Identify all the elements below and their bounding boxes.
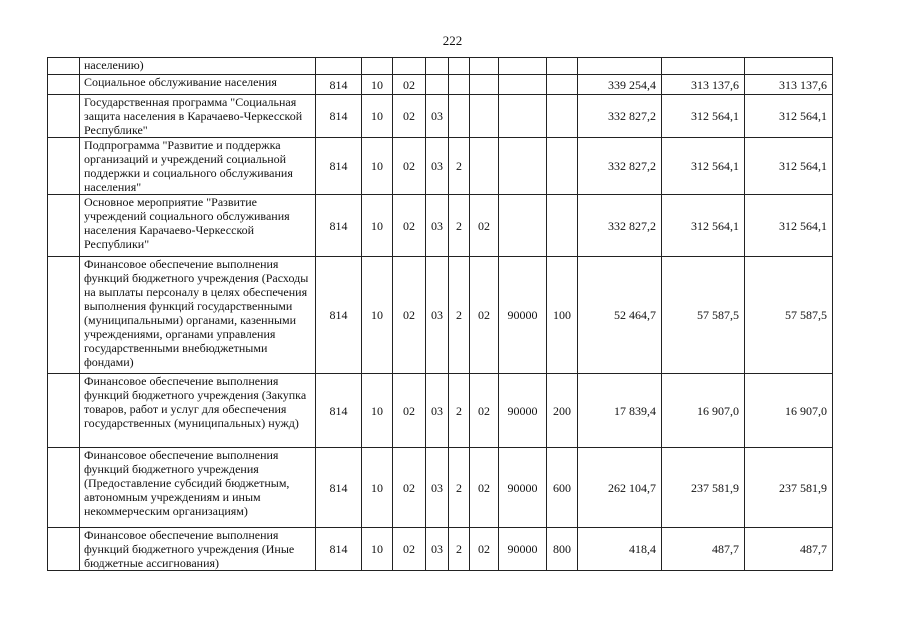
cell-program: 03 [426, 195, 449, 257]
table-row [48, 75, 833, 95]
cell-subsection: 02 [393, 257, 426, 374]
cell-name: Финансовое обеспечение выполнения функций бюджетного учреждения (Предоставление субсидий бюджетным, автономным учреждениям и иным некоммерческим организациям) [80, 448, 316, 528]
cell-expense-type [547, 95, 578, 138]
cell-index [48, 58, 80, 75]
cell-section: 10 [362, 528, 393, 571]
cell-direction [499, 195, 547, 257]
cell-name: Социальное обслуживание населения [80, 75, 316, 95]
cell-ministry [316, 58, 362, 75]
cell-subsection: 02 [393, 195, 426, 257]
cell-sum-2: 312 564,1 [662, 195, 745, 257]
cell-section [362, 58, 393, 75]
cell-name: Финансовое обеспечение выполнения функций бюджетного учреждения (Расходы на выплаты персоналу в целях обеспечения выполнения функций государственными (муниципальными) органами, казенными учреждениями, органами управления государственными внебюджетными фондами) [80, 257, 316, 374]
table-row [48, 195, 833, 257]
cell-ministry: 814 [316, 138, 362, 195]
cell-index [48, 528, 80, 571]
cell-subsection: 02 [393, 138, 426, 195]
table-row [48, 528, 833, 571]
cell-event: 02 [470, 257, 499, 374]
cell-sum-2 [662, 58, 745, 75]
cell-subsection: 02 [393, 448, 426, 528]
cell-sum-1: 418,4 [578, 528, 662, 571]
cell-ministry: 814 [316, 95, 362, 138]
table-row [48, 257, 833, 374]
cell-sum-1: 262 104,7 [578, 448, 662, 528]
cell-subprogram [449, 95, 470, 138]
cell-program [426, 75, 449, 95]
table-row [48, 95, 833, 138]
cell-name: Финансовое обеспечение выполнения функций бюджетного учреждения (Иные бюджетные ассигнования) [80, 528, 316, 571]
cell-sum-1: 332 827,2 [578, 195, 662, 257]
cell-subprogram: 2 [449, 195, 470, 257]
cell-sum-2: 313 137,6 [662, 75, 745, 95]
cell-sum-3: 313 137,6 [745, 75, 833, 95]
cell-index [48, 374, 80, 448]
cell-index [48, 75, 80, 95]
cell-index [48, 138, 80, 195]
cell-direction [499, 95, 547, 138]
cell-sum-3: 16 907,0 [745, 374, 833, 448]
cell-section: 10 [362, 374, 393, 448]
cell-subprogram: 2 [449, 374, 470, 448]
cell-index [48, 95, 80, 138]
cell-event [470, 138, 499, 195]
cell-direction [499, 58, 547, 75]
table-row [48, 138, 833, 195]
page-number: 222 [442, 33, 463, 48]
cell-event: 02 [470, 374, 499, 448]
cell-event: 02 [470, 528, 499, 571]
cell-program: 03 [426, 528, 449, 571]
cell-sum-2: 312 564,1 [662, 95, 745, 138]
cell-subsection: 02 [393, 528, 426, 571]
cell-sum-2: 237 581,9 [662, 448, 745, 528]
cell-subsection: 02 [393, 75, 426, 95]
table-row [48, 448, 833, 528]
cell-ministry: 814 [316, 448, 362, 528]
cell-direction: 90000 [499, 528, 547, 571]
cell-sum-1: 52 464,7 [578, 257, 662, 374]
cell-name: Подпрограмма "Развитие и поддержка организаций и учреждений социальной поддержки и социального обслуживания населения" [80, 138, 316, 195]
cell-event: 02 [470, 448, 499, 528]
cell-expense-type: 800 [547, 528, 578, 571]
cell-sum-2: 16 907,0 [662, 374, 745, 448]
cell-sum-1: 332 827,2 [578, 95, 662, 138]
cell-event [470, 58, 499, 75]
cell-section: 10 [362, 138, 393, 195]
cell-sum-3: 237 581,9 [745, 448, 833, 528]
cell-event [470, 95, 499, 138]
cell-sum-3: 312 564,1 [745, 195, 833, 257]
cell-section: 10 [362, 95, 393, 138]
cell-name: Финансовое обеспечение выполнения функций бюджетного учреждения (Закупка товаров, работ и услуг для обеспечения государственных (муниципальных) нужд) [80, 374, 316, 448]
cell-subprogram: 2 [449, 448, 470, 528]
cell-expense-type [547, 138, 578, 195]
cell-section: 10 [362, 257, 393, 374]
cell-direction [499, 138, 547, 195]
table-row [48, 374, 833, 448]
cell-direction: 90000 [499, 374, 547, 448]
cell-direction: 90000 [499, 448, 547, 528]
cell-name: Основное мероприятие "Развитие учреждений социального обслуживания населения Карачаево-Черкесской Республики" [80, 195, 316, 257]
cell-ministry: 814 [316, 195, 362, 257]
cell-index [48, 257, 80, 374]
cell-index [48, 448, 80, 528]
cell-sum-1: 332 827,2 [578, 138, 662, 195]
cell-subsection: 02 [393, 374, 426, 448]
cell-name: Государственная программа "Социальная защита населения в Карачаево-Черкесской Республике" [80, 95, 316, 138]
cell-section: 10 [362, 195, 393, 257]
cell-sum-3 [745, 58, 833, 75]
cell-subsection [393, 58, 426, 75]
cell-section: 10 [362, 448, 393, 528]
cell-section: 10 [362, 75, 393, 95]
cell-sum-1: 339 254,4 [578, 75, 662, 95]
table-row [48, 58, 833, 75]
cell-subprogram [449, 75, 470, 95]
cell-expense-type [547, 75, 578, 95]
cell-subprogram: 2 [449, 528, 470, 571]
cell-subprogram [449, 58, 470, 75]
cell-sum-3: 57 587,5 [745, 257, 833, 374]
cell-sum-1: 17 839,4 [578, 374, 662, 448]
cell-index [48, 195, 80, 257]
cell-sum-3: 312 564,1 [745, 95, 833, 138]
budget-table [47, 57, 833, 571]
cell-expense-type [547, 195, 578, 257]
cell-expense-type [547, 58, 578, 75]
cell-ministry: 814 [316, 75, 362, 95]
cell-subprogram: 2 [449, 257, 470, 374]
cell-direction [499, 75, 547, 95]
cell-program: 03 [426, 138, 449, 195]
cell-subsection: 02 [393, 95, 426, 138]
cell-event [470, 75, 499, 95]
cell-sum-2: 57 587,5 [662, 257, 745, 374]
cell-event: 02 [470, 195, 499, 257]
cell-sum-3: 487,7 [745, 528, 833, 571]
cell-program: 03 [426, 95, 449, 138]
cell-program: 03 [426, 374, 449, 448]
cell-program: 03 [426, 448, 449, 528]
cell-sum-2: 312 564,1 [662, 138, 745, 195]
cell-ministry: 814 [316, 374, 362, 448]
cell-program [426, 58, 449, 75]
cell-subprogram: 2 [449, 138, 470, 195]
cell-direction: 90000 [499, 257, 547, 374]
cell-name: населению) [80, 58, 316, 75]
cell-expense-type: 100 [547, 257, 578, 374]
cell-program: 03 [426, 257, 449, 374]
cell-sum-1 [578, 58, 662, 75]
cell-sum-3: 312 564,1 [745, 138, 833, 195]
cell-expense-type: 200 [547, 374, 578, 448]
cell-expense-type: 600 [547, 448, 578, 528]
cell-sum-2: 487,7 [662, 528, 745, 571]
cell-ministry: 814 [316, 528, 362, 571]
cell-ministry: 814 [316, 257, 362, 374]
